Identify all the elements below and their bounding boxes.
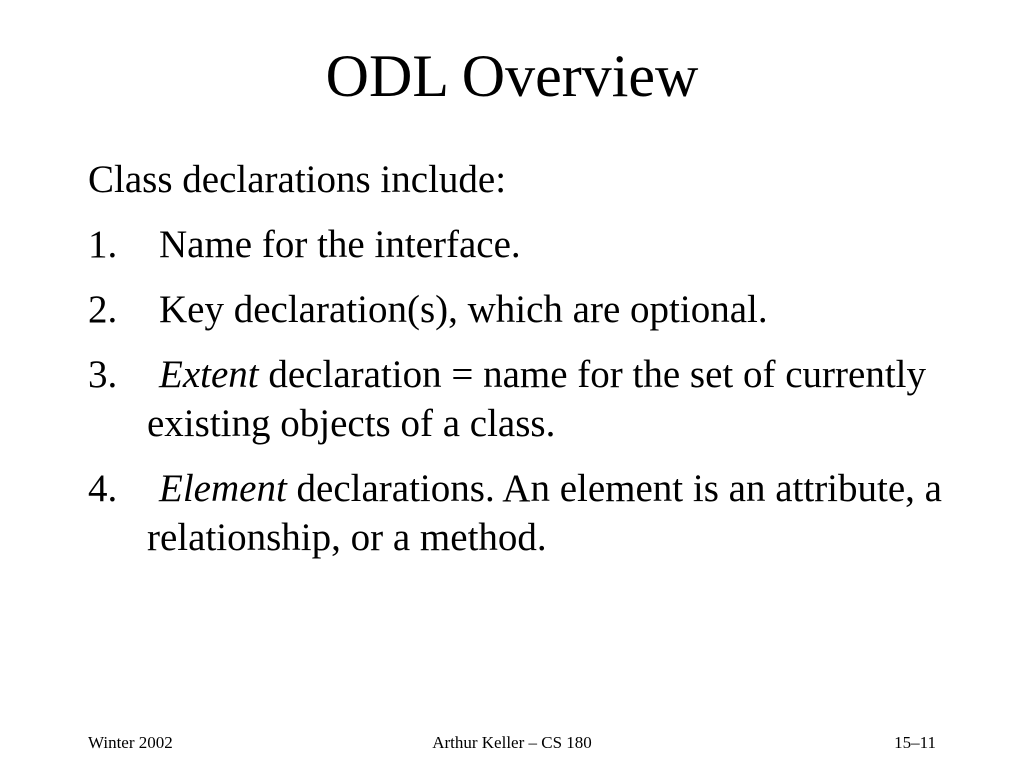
declaration-list: [88, 220, 968, 562]
intro-text: Class declarations include:: [88, 158, 507, 201]
item-text: declaration = name for the set of currently existing objects of a class.: [147, 353, 927, 445]
item-text: Name for the interface.: [159, 223, 521, 266]
item-number: 4.: [88, 467, 118, 510]
list-item: [88, 464, 968, 562]
slide-body: [88, 155, 968, 578]
item-number: 2.: [88, 288, 118, 331]
footer-slide-number: 15–11: [894, 733, 936, 752]
item-emphasis: Extent: [159, 353, 259, 396]
item-emphasis: Element: [159, 467, 287, 510]
item-number: 1.: [88, 223, 118, 266]
slide-title: ODL Overview: [325, 43, 699, 109]
item-number: 3.: [88, 353, 118, 396]
list-item: [88, 350, 968, 448]
footer-author: Arthur Keller – CS 180: [432, 733, 592, 752]
item-text: declarations. An element is an attribute, a relationship, or a method.: [147, 467, 942, 559]
list-item: [88, 285, 968, 334]
item-text: Key declaration(s), which are optional.: [159, 288, 768, 331]
footer-term: Winter 2002: [88, 733, 173, 752]
list-item: [88, 220, 968, 269]
